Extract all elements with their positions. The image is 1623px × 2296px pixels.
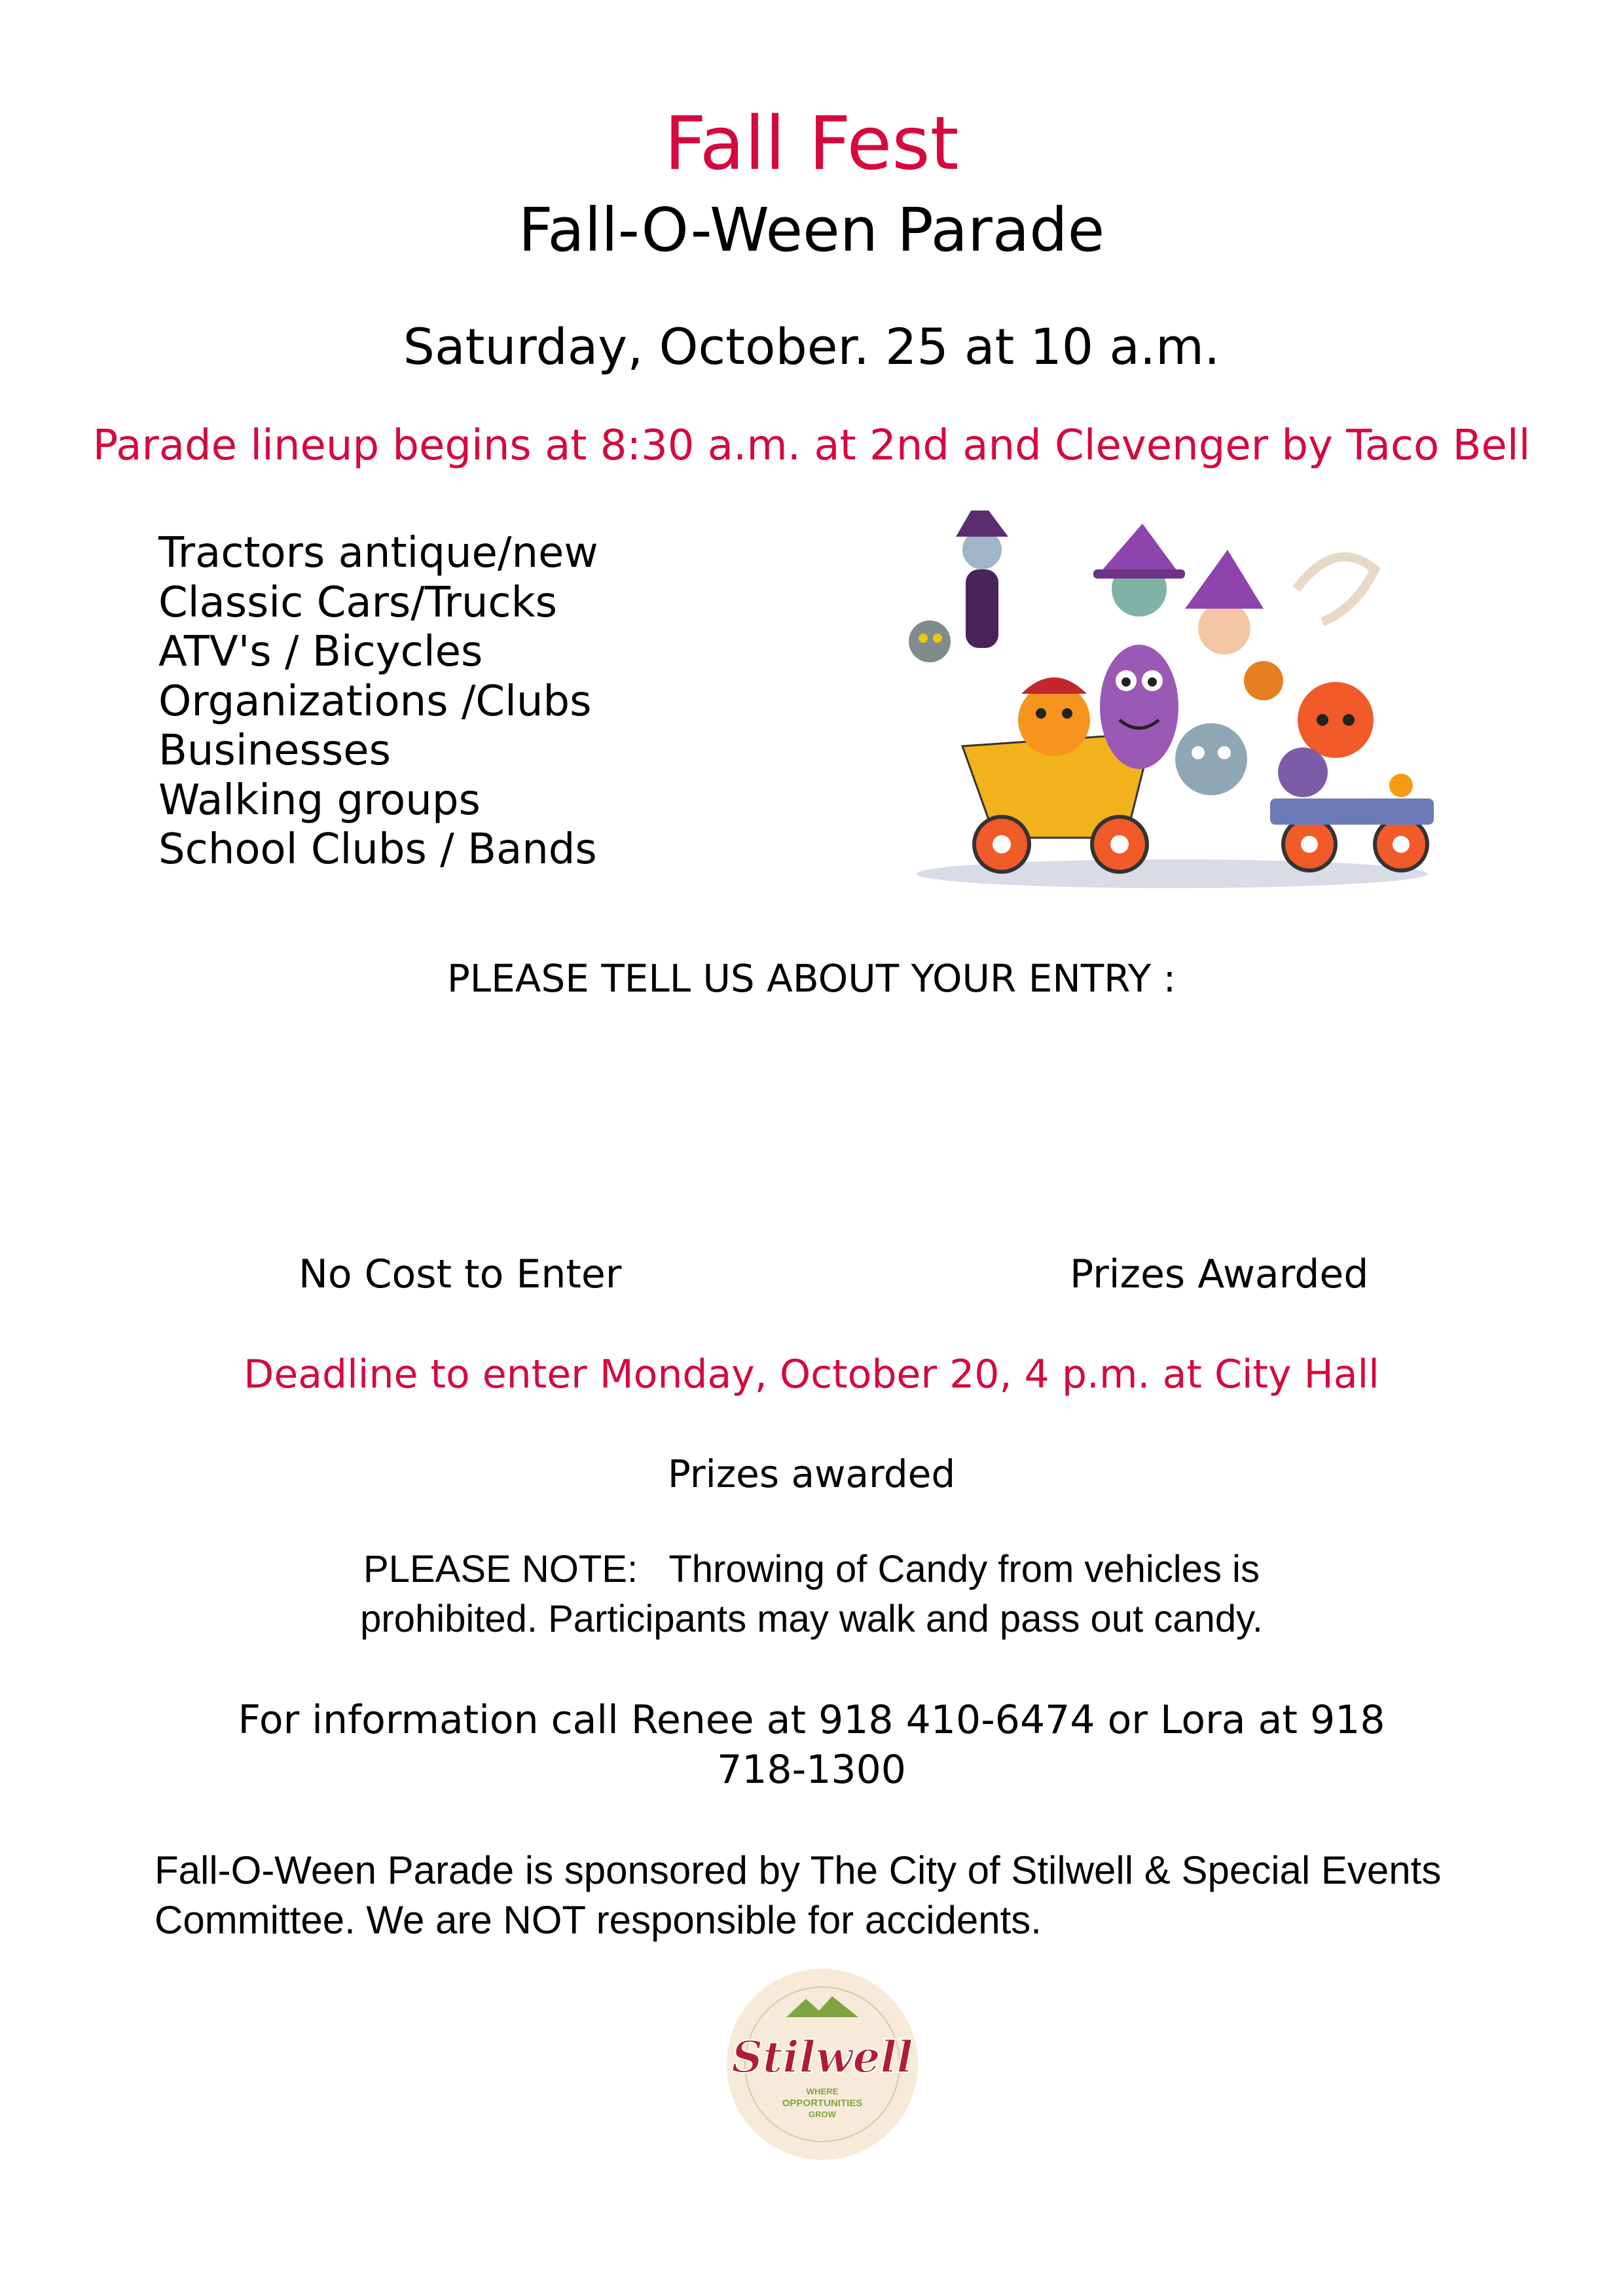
kid-face xyxy=(1278,747,1328,797)
category-item: Walking groups xyxy=(158,776,481,825)
event-date: Saturday, October. 25 at 10 a.m. xyxy=(403,317,1220,376)
prizes-info: Prizes Awarded xyxy=(1070,1251,1369,1297)
logo-tagline: OPPORTUNITIES xyxy=(782,2098,863,2109)
candy-note xyxy=(0,1545,1623,1644)
kid-face xyxy=(1298,682,1374,758)
category-item: Classic Cars/Trucks xyxy=(158,578,557,627)
halloween-parade-illustration xyxy=(903,511,1440,903)
cost-info: No Cost to Enter xyxy=(299,1251,622,1297)
flag xyxy=(1296,557,1375,622)
kid-face xyxy=(1198,602,1250,655)
sponsor-line: Fall-O-Ween Parade is sponsored by The City of Stilwell & Special Events xyxy=(155,1848,1442,1892)
logo-wordmark: Stilwell xyxy=(731,2032,913,2083)
note-line: prohibited. Participants may walk and pass out candy. xyxy=(360,1598,1263,1640)
note-line: PLEASE NOTE: Throwing of Candy from vehicles is xyxy=(363,1548,1260,1590)
stilwell-logo xyxy=(724,1966,921,2162)
parade-name: Fall-O-Ween Parade xyxy=(518,195,1105,265)
page-title: Fall Fest xyxy=(664,101,959,187)
kid-face xyxy=(1018,684,1090,756)
pumpkin-icon xyxy=(1244,661,1283,700)
logo-tagline: GROW xyxy=(809,2109,836,2119)
witch-hat-icon xyxy=(956,511,1008,537)
category-item: School Clubs / Bands xyxy=(158,825,597,874)
cart xyxy=(1270,798,1434,825)
sponsor-info xyxy=(155,1846,1441,1945)
contact-line: For information call Renee at 918 410-6474 or Lora at 918 xyxy=(238,1697,1385,1743)
category-item: Businesses xyxy=(158,726,391,775)
monster xyxy=(1100,645,1178,769)
witch-hat-icon xyxy=(1100,524,1178,573)
contact-line: 718-1300 xyxy=(717,1747,906,1793)
category-item: Organizations /Clubs xyxy=(158,677,592,726)
logo-tagline: WHERE xyxy=(806,2087,839,2096)
category-item: ATV's / Bicycles xyxy=(158,628,483,676)
deadline-info: Deadline to enter Monday, October 20, 4 p.m. at City Hall xyxy=(244,1352,1379,1397)
entry-prompt: PLEASE TELL US ABOUT YOUR ENTRY : xyxy=(447,956,1176,1001)
cat-face xyxy=(909,620,951,662)
prizes-awarded: Prizes awarded xyxy=(667,1452,956,1496)
contact-info xyxy=(0,1695,1623,1795)
lineup-info: Parade lineup begins at 8:30 a.m. at 2nd and Clevenger by Taco Bell xyxy=(92,422,1531,470)
witch-hat-icon xyxy=(1185,550,1264,609)
grandma-face xyxy=(1175,723,1247,795)
sponsor-line: Committee. We are NOT responsible for accidents. xyxy=(155,1898,1042,1942)
category-item: Tractors antique/new xyxy=(158,529,598,577)
entry-categories-list xyxy=(158,529,598,875)
